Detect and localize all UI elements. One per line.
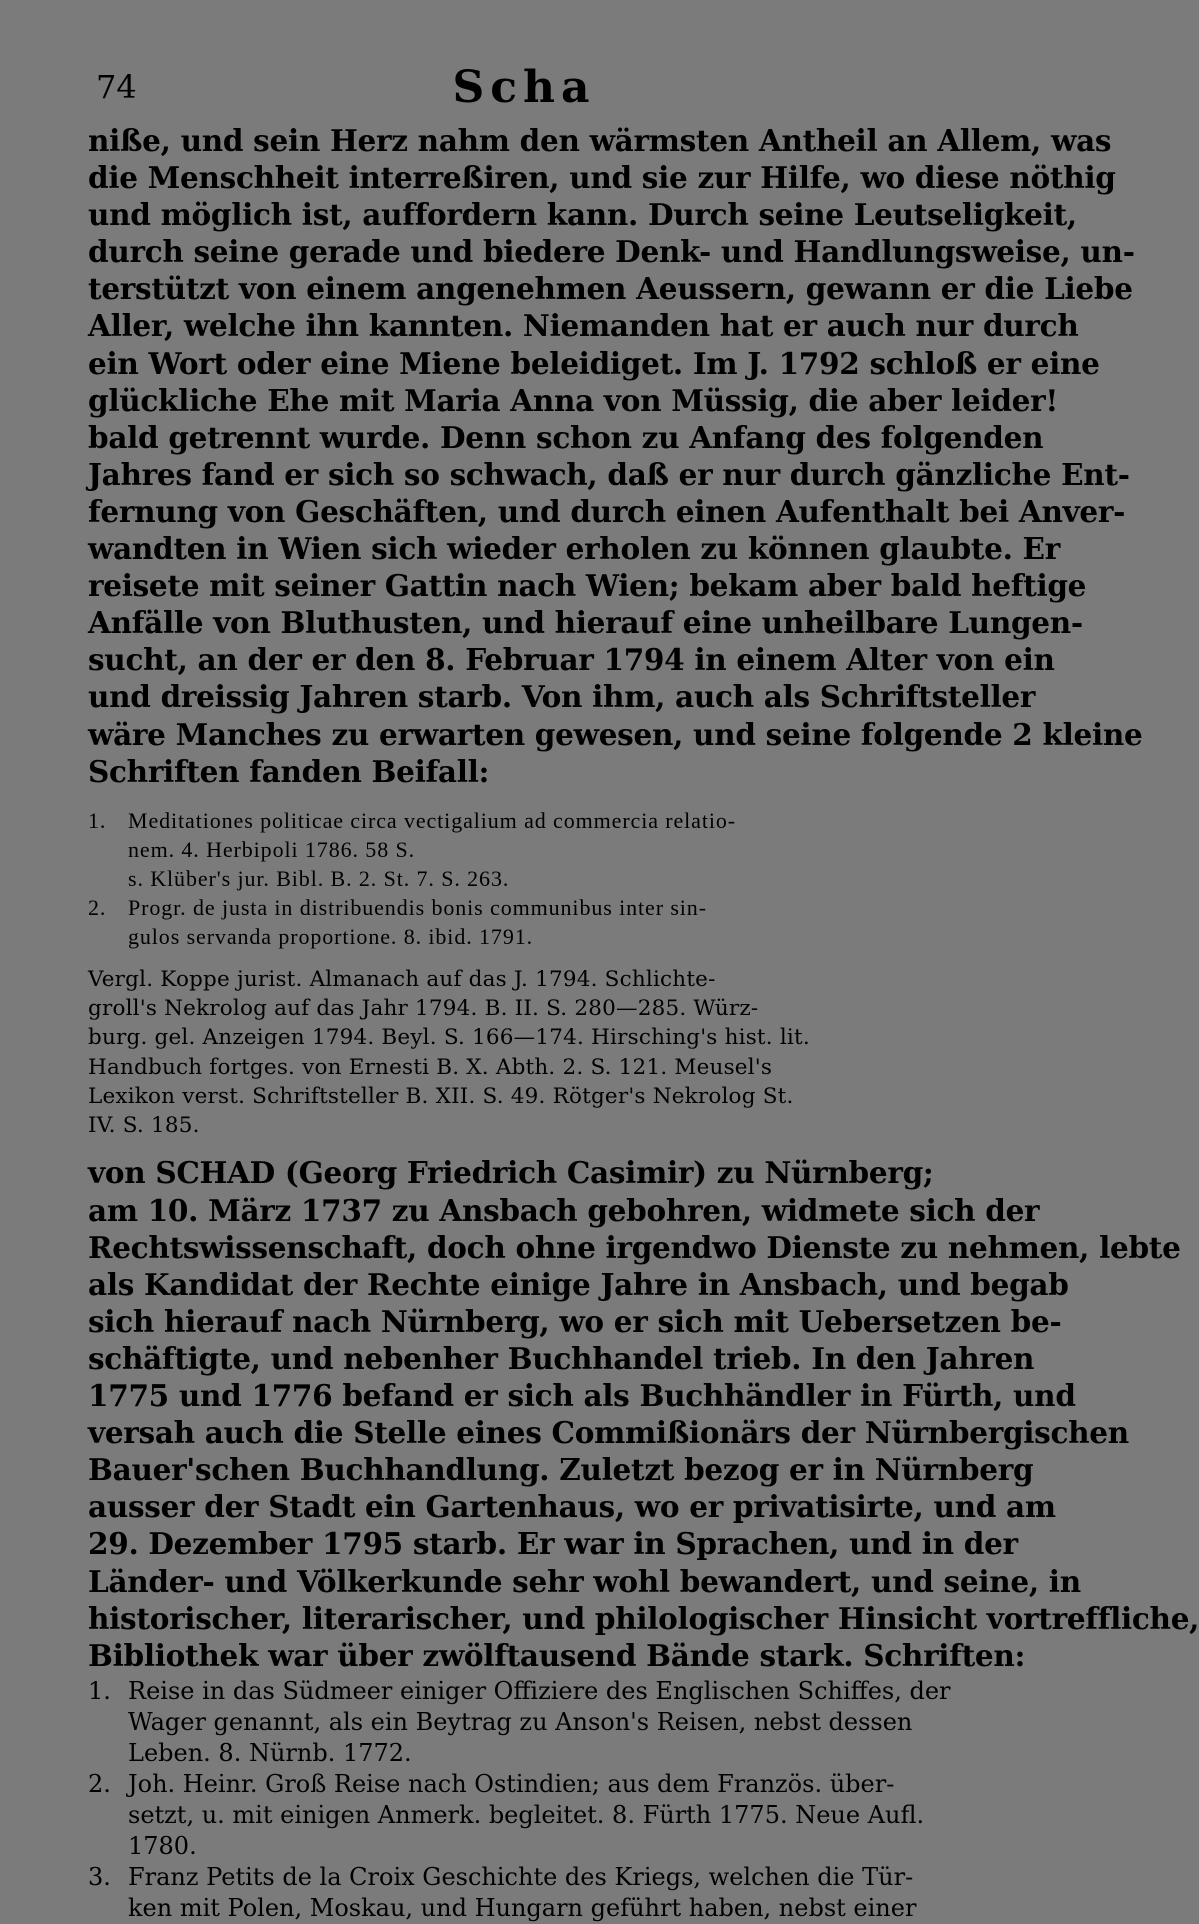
text-line: versah auch die Stelle eines Commißionärs der Nürnbergischen bbox=[88, 1415, 1129, 1451]
list-item bbox=[88, 1676, 960, 1707]
text-line: glückliche Ehe mit Maria Anna von Müssig, die aber leider! bbox=[88, 382, 1059, 418]
item-text: Reise in das Südmeer einiger Offiziere des Englischen Schiffes, der bbox=[128, 1676, 951, 1705]
text-line: fernung von Geschäften, und durch einen Aufenthalt bei Anver- bbox=[88, 493, 1126, 529]
item-number: 3. bbox=[88, 1862, 111, 1891]
text-line: Bibliothek war über zwölftausend Bände stark. Schriften: bbox=[88, 1637, 1026, 1673]
item-text-continued: nem. 4. Herbipoli 1786. 58 S. bbox=[128, 836, 416, 862]
list-item bbox=[88, 806, 960, 835]
text-line: sich hierauf nach Nürnberg, wo er sich mit Uebersetzen be- bbox=[88, 1303, 1062, 1339]
text-line: und möglich ist, auffordern kann. Durch seine Leutseligkeit, bbox=[88, 197, 1077, 233]
text-line: als Kandidat der Rechte einige Jahre in Ansbach, und begab bbox=[88, 1266, 1069, 1302]
text-line: ausser der Stadt ein Gartenhaus, wo er privatisirte, und am bbox=[88, 1489, 1056, 1525]
item-text: Joh. Heinr. Groß Reise nach Ostindien; aus dem Französ. über- bbox=[128, 1769, 895, 1798]
body-paragraph bbox=[88, 122, 1143, 790]
text-line: Aller, welche ihn kannten. Niemanden hat er auch nur durch bbox=[88, 308, 1079, 344]
text-line: 29. Dezember 1795 starb. Er war in Sprachen, und in der bbox=[88, 1526, 1018, 1562]
text-line: Bauer'schen Buchhandlung. Zuletzt bezog er in Nürnberg bbox=[88, 1452, 1034, 1488]
text-line: Jahres fand er sich so schwach, daß er nur durch gänzliche Ent- bbox=[88, 456, 1130, 492]
text-line: Länder- und Völkerkunde sehr wohl bewandert, und seine, in bbox=[88, 1563, 1081, 1599]
item-number: 1. bbox=[88, 1676, 111, 1705]
running-head: Scha bbox=[452, 62, 596, 113]
schad-entry bbox=[88, 1154, 1199, 1673]
item-review-note: s. Klüber's jur. Bibl. B. 2. St. 7. S. 263. bbox=[128, 865, 510, 891]
reference-line: Lexikon verst. Schriftsteller B. XII. S. 49. Rötger's Nekrolog St. bbox=[88, 1083, 794, 1109]
list-item bbox=[88, 1769, 960, 1800]
text-line: Schriften fanden Beifall: bbox=[88, 753, 490, 789]
reference-line: Vergl. Koppe jurist. Almanach auf das J. 1794. Schlichte- bbox=[88, 966, 716, 992]
item-text-continued: gulos servanda proportione. 8. ibid. 1791. bbox=[128, 923, 534, 949]
text-line: die Menschheit interreßiren, und sie zur Hilfe, wo diese nöthig bbox=[88, 160, 1116, 196]
page-number: 74 bbox=[96, 68, 137, 106]
reference-line: Handbuch fortges. von Ernesti B. X. Abth. 2. S. 121. Meusel's bbox=[88, 1054, 773, 1080]
text-line: Anfälle von Bluthusten, und hierauf eine unheilbare Lungen- bbox=[88, 605, 1083, 641]
page-header bbox=[88, 62, 960, 122]
text-line: und dreissig Jahren starb. Von ihm, auch als Schriftsteller bbox=[88, 679, 1036, 715]
text-line: nißе, und sein Herz nahm den wärmsten Antheil an Allem, was bbox=[88, 123, 1112, 158]
references-block bbox=[88, 965, 960, 1141]
text-line: terstützt von einem angenehmen Aeussern, gewann er die Liebe bbox=[88, 271, 1133, 307]
text-line: ein Wort oder eine Miene beleidiget. Im J. 1792 schloß er eine bbox=[88, 345, 1100, 381]
item-text-continued: Wager genannt, als ein Beytrag zu Anson's Reisen, nebst dessen bbox=[128, 1707, 913, 1736]
text-line: historischer, literarischer, und philologischer Hinsicht vortreffliche, bbox=[88, 1600, 1199, 1636]
text-line: schäftigte, und nebenher Buchhandel trieb. In den Jahren bbox=[88, 1340, 1035, 1376]
reference-line: groll's Nekrolog auf das Jahr 1794. B. II. S. 280—285. Würz- bbox=[88, 995, 759, 1021]
text-line: wandten in Wien sich wieder erholen zu können glaubte. Er bbox=[88, 531, 1060, 567]
text-line: Rechtswissenschaft, doch ohne irgendwo Dienste zu nehmen, lebte bbox=[88, 1229, 1181, 1265]
reference-line: burg. gel. Anzeigen 1794. Beyl. S. 166—174. Hirsching's hist. lit. bbox=[88, 1025, 810, 1051]
item-number: 2. bbox=[88, 894, 107, 920]
item-number: 2. bbox=[88, 1769, 111, 1798]
item-text: Franz Petits de la Croix Geschichte des Kriegs, welchen die Tür- bbox=[128, 1862, 914, 1891]
works-list bbox=[88, 806, 960, 951]
reference-line: IV. S. 185. bbox=[88, 1113, 200, 1139]
text-line: am 10. März 1737 zu Ansbach gebohren, widmete sich der bbox=[88, 1192, 1040, 1228]
text-line: von SCHAD (Georg Friedrich Casimir) zu Nürnberg; bbox=[88, 1155, 934, 1191]
list-item bbox=[88, 893, 960, 922]
item-text: Progr. de justa in distribuendis bonis communibus inter sin- bbox=[128, 894, 707, 920]
item-text-continued: 1780. bbox=[128, 1831, 197, 1860]
item-number: 1. bbox=[88, 807, 107, 833]
item-text: Meditationes politicae circa vectigalium ad commercia relatio- bbox=[128, 807, 737, 833]
list-item bbox=[88, 1862, 960, 1893]
item-text-continued: ken mit Polen, Moskau, und Hungarn geführt haben, nebst einer bbox=[128, 1893, 917, 1922]
text-line: wäre Manches zu erwarten gewesen, und seine folgende 2 kleine bbox=[88, 716, 1143, 752]
text-line: reisete mit seiner Gattin nach Wien; bekam aber bald heftige bbox=[88, 568, 1087, 604]
item-text-continued: setzt, u. mit einigen Anmerk. begleitet. 8. Fürth 1775. Neue Aufl. bbox=[128, 1800, 925, 1829]
writings-list bbox=[88, 1676, 960, 1924]
text-line: durch seine gerade und biedere Denk- und Handlungsweise, un- bbox=[88, 234, 1135, 270]
text-line: sucht, an der er den 8. Februar 1794 in einem Alter von ein bbox=[88, 642, 1055, 678]
text-line: 1775 und 1776 befand er sich als Buchhändler in Fürth, und bbox=[88, 1378, 1076, 1414]
item-text-continued: Leben. 8. Nürnb. 1772. bbox=[128, 1738, 412, 1767]
text-line: bald getrennt wurde. Denn schon zu Anfang des folgenden bbox=[88, 419, 1044, 455]
